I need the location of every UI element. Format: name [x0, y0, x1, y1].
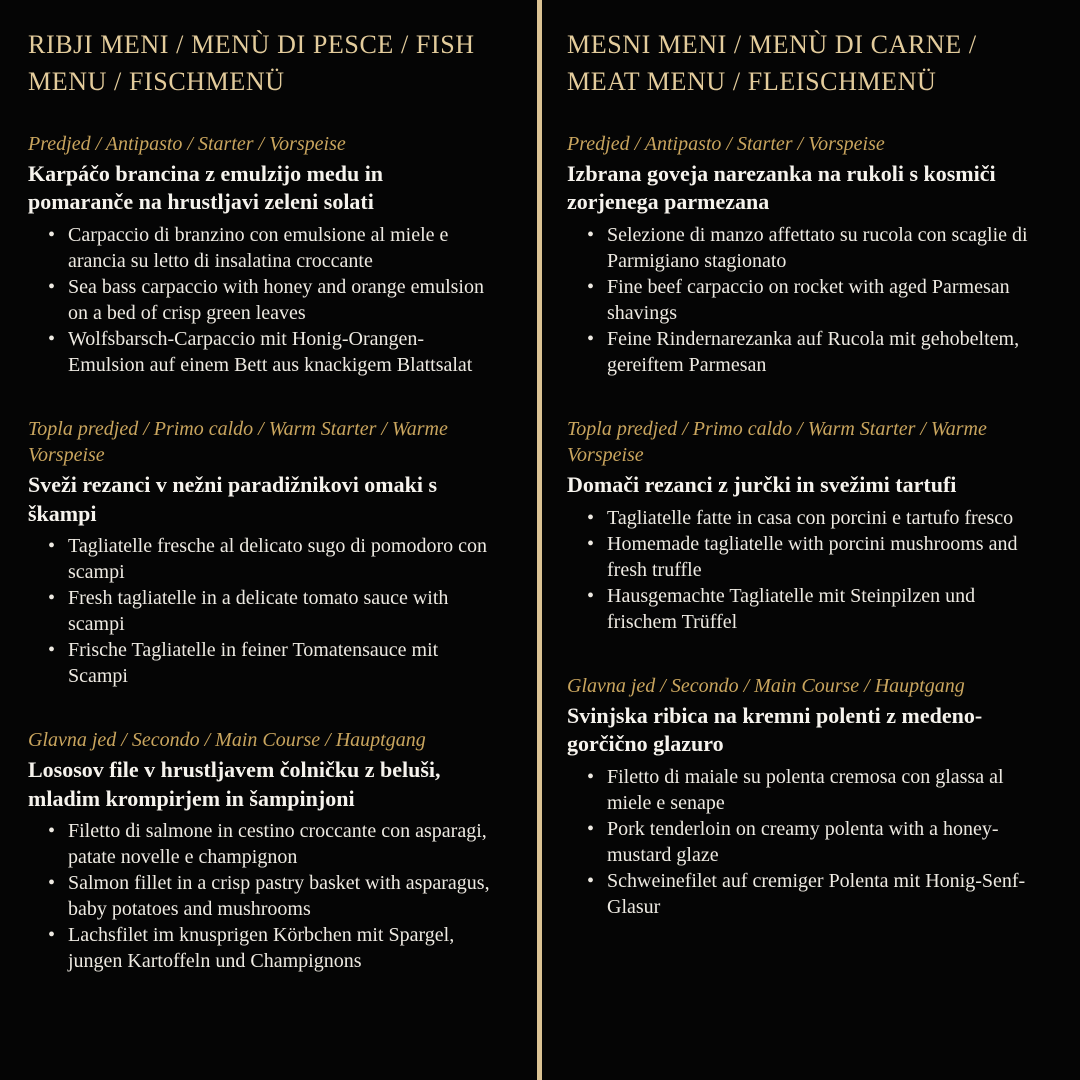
meat-warm-starter-section — [567, 416, 1031, 635]
fish-menu-heading: RIBJI MENI / MENÙ DI PESCE / FISH MENU / FISCHMENÜ — [28, 30, 475, 96]
translation-italian: • Tagliatelle fatte in casa con porcini e tartufo fresco — [585, 505, 1031, 531]
meat-menu-column — [567, 27, 1031, 958]
fish-starter-section — [28, 131, 492, 378]
translation-italian: • Filetto di salmone in cestino croccante con asparagi, patate novelle e champignon — [46, 818, 492, 870]
translation-list — [28, 222, 492, 378]
translation-english: • Pork tenderloin on creamy polenta with a honey-mustard glaze — [585, 816, 1031, 868]
course-label: Topla predjed / Primo caldo / Warm Starter / Warme Vorspeise — [567, 418, 987, 466]
course-label: Predjed / Antipasto / Starter / Vorspeise — [28, 132, 346, 155]
translation-italian: • Tagliatelle fresche al delicato sugo di pomodoro con scampi — [46, 533, 492, 585]
meat-starter-section — [567, 131, 1031, 378]
translation-italian: • Carpaccio di branzino con emulsione al miele e arancia su letto di insalatina croccante — [46, 222, 492, 274]
meat-main-course-section — [567, 673, 1031, 920]
dish-title: Izbrana goveja narezanka na rukoli s kosmiči zorjenega parmezana — [567, 160, 996, 215]
translation-english: • Homemade tagliatelle with porcini mushrooms and fresh truffle — [585, 531, 1031, 583]
course-label: Predjed / Antipasto / Starter / Vorspeise — [567, 132, 885, 155]
translation-list — [567, 222, 1031, 378]
dish-title: Domači rezanci z jurčki in svežimi tartufi — [567, 472, 957, 497]
translation-english: • Sea bass carpaccio with honey and orange emulsion on a bed of crisp green leaves — [46, 274, 492, 326]
dish-title: Svinjska ribica na kremni polenti z medeno-gorčično glazuro — [567, 702, 983, 757]
course-label: Glavna jed / Secondo / Main Course / Hauptgang — [28, 729, 426, 752]
translation-list — [567, 505, 1031, 635]
meat-menu-heading: MESNI MENI / MENÙ DI CARNE / MEAT MENU / FLEISCHMENÜ — [567, 30, 977, 96]
course-label: Glavna jed / Secondo / Main Course / Hauptgang — [567, 674, 965, 697]
translation-german: • Schweinefilet auf cremiger Polenta mit Honig-Senf-Glasur — [585, 868, 1031, 920]
translation-german: • Lachsfilet im knusprigen Körbchen mit Spargel, jungen Kartoffeln und Champignons — [46, 922, 492, 974]
fish-warm-starter-section — [28, 416, 492, 689]
translation-list — [28, 818, 492, 974]
dish-title: Sveži rezanci v nežni paradižnikovi omaki s škampi — [28, 472, 438, 526]
translation-list — [28, 533, 492, 689]
course-label: Topla predjed / Primo caldo / Warm Starter / Warme Vorspeise — [28, 418, 448, 466]
column-divider — [537, 0, 542, 1080]
translation-english: • Salmon fillet in a crisp pastry basket with asparagus, baby potatoes and mushrooms — [46, 870, 492, 922]
translation-german: • Feine Rindernarezanka auf Rucola mit gehobeltem, gereiftem Parmesan — [585, 326, 1031, 378]
dish-title: Lososov file v hrustljavem čolničku z beluši, mladim krompirjem in šampinjoni — [28, 757, 441, 811]
translation-english: • Fresh tagliatelle in a delicate tomato sauce with scampi — [46, 585, 492, 637]
translation-italian: • Selezione di manzo affettato su rucola con scaglie di Parmigiano stagionato — [585, 222, 1031, 274]
translation-german: • Hausgemachte Tagliatelle mit Steinpilzen und frischem Trüffel — [585, 583, 1031, 635]
fish-main-course-section — [28, 727, 492, 974]
dish-title: Karpáčo brancina z emulzijo medu in pomaranče na hrustljavi zeleni solati — [28, 160, 384, 215]
translation-english: • Fine beef carpaccio on rocket with aged Parmesan shavings — [585, 274, 1031, 326]
translation-german: • Frische Tagliatelle in feiner Tomatensauce mit Scampi — [46, 637, 492, 689]
fish-menu-column — [28, 27, 492, 1012]
translation-italian: • Filetto di maiale su polenta cremosa con glassa al miele e senape — [585, 764, 1031, 816]
translation-german: • Wolfsbarsch-Carpaccio mit Honig-Orangen-Emulsion auf einem Bett aus knackigem Blattsalat — [46, 326, 492, 378]
translation-list — [567, 764, 1031, 920]
